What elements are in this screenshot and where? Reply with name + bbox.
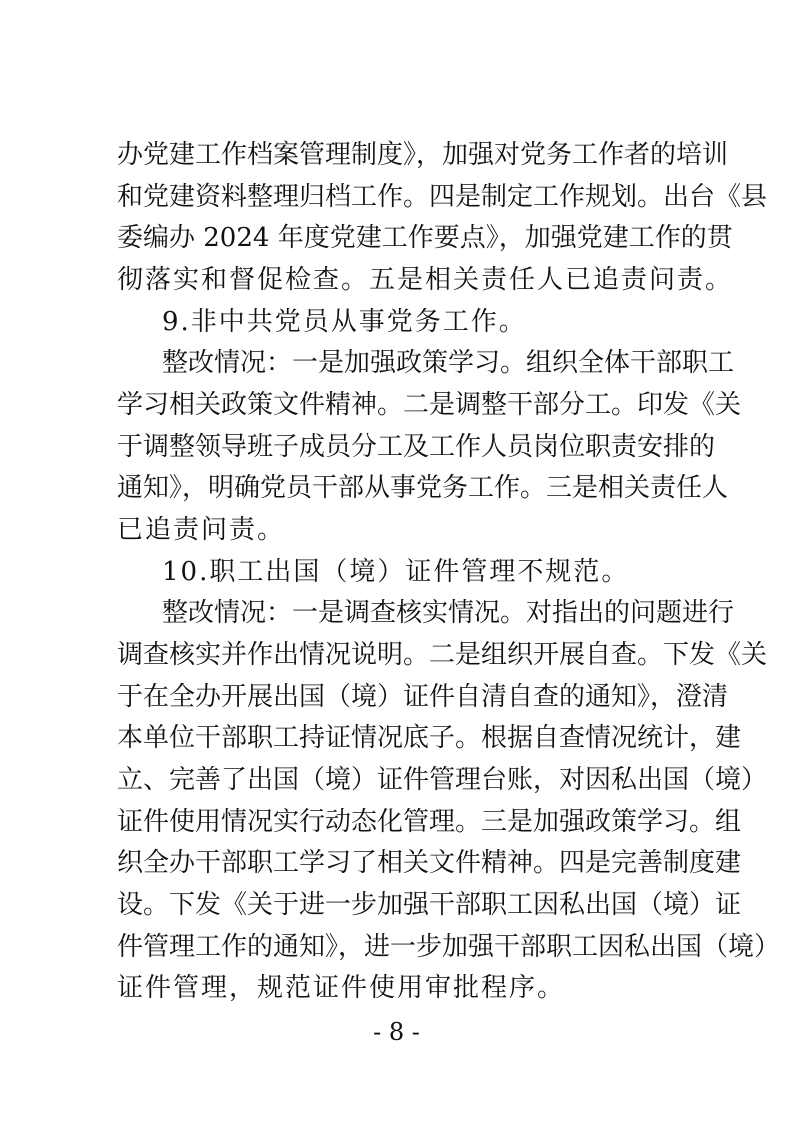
section-heading-10: 10.职工出国（境）证件管理不规范。 xyxy=(162,557,630,587)
body-text-line: 证件管理，规范证件使用审批程序。 xyxy=(117,973,566,1003)
body-text-line: 调查核实并作出情况说明。二是组织开展自查。下发《关 xyxy=(117,640,768,670)
body-text-line: 委编办 2024 年度党建工作要点》，加强党建工作的贯 xyxy=(117,223,733,253)
body-text-line: 办党建工作档案管理制度》，加强对党务工作者的培训 xyxy=(117,140,729,170)
body-text-line: 立、完善了出国（境）证件管理台账，对因私出国（境） xyxy=(117,765,768,795)
body-text-line: 整改情况：一是加强政策学习。组织全体干部职工 xyxy=(162,348,735,378)
section-heading-9: 9.非中共党员从事党务工作。 xyxy=(162,307,527,337)
page-number: - 8 - xyxy=(373,1018,420,1046)
body-text-line: 证件使用情况实行动态化管理。三是加强政策学习。组 xyxy=(117,807,742,837)
body-text-line: 织全办干部职工学习了相关文件精神。四是完善制度建 xyxy=(117,848,742,878)
body-text-line: 整改情况：一是调查核实情况。对指出的问题进行 xyxy=(162,598,735,628)
body-text-line: 彻落实和督促检查。五是相关责任人已追责问责。 xyxy=(117,265,734,295)
body-text-line: 学习相关政策文件精神。二是调整干部分工。印发《关 xyxy=(117,390,742,420)
body-text-line: 件管理工作的通知》，进一步加强干部职工因私出国（境） xyxy=(117,932,781,962)
body-text-line: 于调整领导班子成员分工及工作人员岗位职责安排的 xyxy=(117,432,716,462)
body-text-line: 本单位干部职工持证情况底子。根据自查情况统计，建 xyxy=(117,723,742,753)
body-text-line: 于在全办开展出国（境）证件自清自查的通知》，澄清 xyxy=(117,682,729,712)
body-text-line: 已追责问责。 xyxy=(117,515,286,545)
body-text-line: 和党建资料整理归档工作。四是制定工作规划。出台《县 xyxy=(117,182,768,212)
body-text-line: 通知》，明确党员干部从事党务工作。三是相关责任人 xyxy=(117,473,729,503)
body-text-line: 设。下发《关于进一步加强干部职工因私出国（境）证 xyxy=(117,890,742,920)
